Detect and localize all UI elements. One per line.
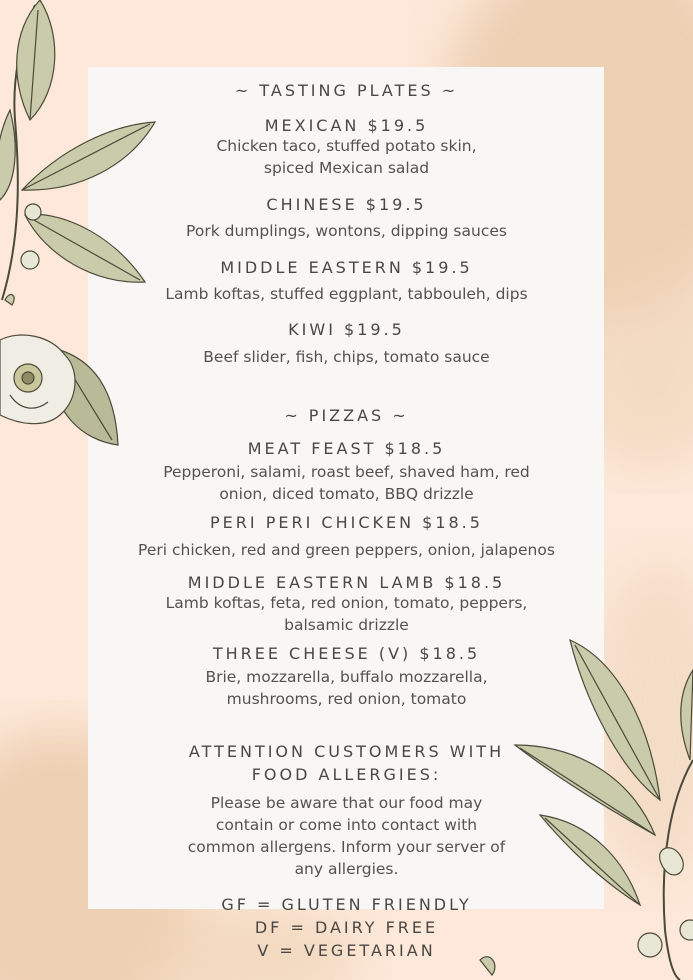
menu-item-title: PERI PERI CHICKEN $18.5	[210, 513, 483, 532]
menu-item-description: Peri chicken, red and green peppers, onion, jalapenos	[138, 541, 555, 559]
menu-item-title: MIDDLE EASTERN LAMB $18.5	[187, 573, 506, 592]
allergy-notice: Please be aware that our food may contain or come into contact with common allergens. Inform your server of any allergies.	[187, 794, 506, 878]
menu-item-title: MEXICAN $19.5	[264, 116, 429, 135]
legend-dairy-free: DF = DAIRY FREE	[254, 918, 439, 937]
menu-item-description: Lamb koftas, stuffed eggplant, tabbouleh, dips	[165, 285, 528, 303]
menu-item-description: Beef slider, fish, chips, tomato sauce	[203, 348, 490, 366]
menu-item-title: MEAT FEAST $18.5	[247, 439, 446, 458]
allergy-heading: FOOD ALLERGIES:	[251, 765, 442, 784]
menu-item-title: CHINESE $19.5	[266, 195, 427, 214]
menu-item-title: KIWI $19.5	[288, 320, 405, 339]
menu-item-title: MIDDLE EASTERN $19.5	[220, 258, 473, 277]
menu-item-description: Brie, mozzarella, buffalo mozzarella, mushrooms, red onion, tomato	[205, 668, 488, 708]
menu-item-description: Lamb koftas, feta, red onion, tomato, peppers, balsamic drizzle	[165, 594, 528, 634]
menu-item-title: THREE CHEESE (V) $18.5	[212, 644, 481, 663]
tasting-plates-heading: ~ TASTING PLATES ~	[234, 81, 459, 100]
legend-gluten-friendly: GF = GLUTEN FRIENDLY	[221, 895, 472, 914]
menu-item-description: Chicken taco, stuffed potato skin, spiced Mexican salad	[216, 137, 477, 177]
menu-item-description: Pepperoni, salami, roast beef, shaved ham, red onion, diced tomato, BBQ drizzle	[163, 463, 530, 503]
legend-vegetarian: V = VEGETARIAN	[257, 941, 436, 960]
menu-item-description: Pork dumplings, wontons, dipping sauces	[186, 222, 507, 240]
pizzas-heading: ~ PIZZAS ~	[284, 406, 409, 425]
allergy-heading: ATTENTION CUSTOMERS WITH	[188, 742, 505, 761]
